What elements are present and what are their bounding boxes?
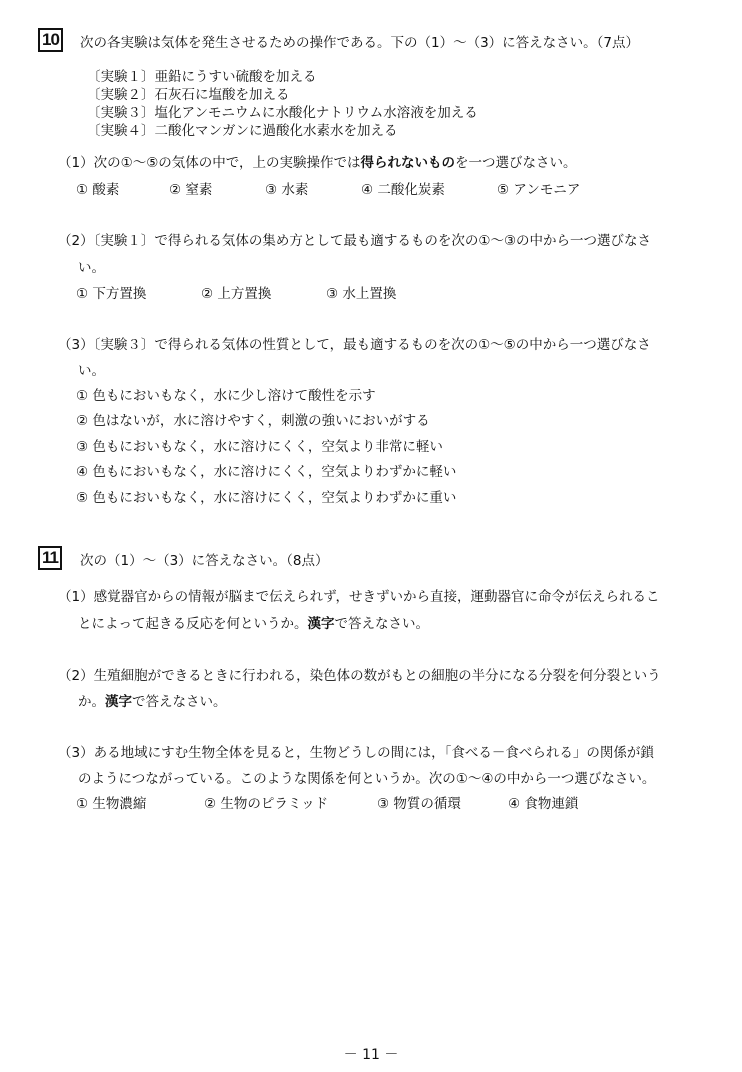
question-11-header [38,546,62,570]
q11-part1-line2-pre: とによって起きる反応を何というか。 [78,616,308,632]
q11-part3-option-2: ② 生物のピラミッド [204,796,329,812]
q10-part1-option-1: ① 酸素 [76,182,120,198]
q10-part3-option-4: ④ 色もにおいもなく，水に溶けにくく，空気よりわずかに軽い [76,464,457,480]
question-10-intro: 次の各実験は気体を発生させるための操作である。下の（1）～（3）に答えなさい。（7点） [80,35,640,51]
experiment-4: 〔実験４〕二酸化マンガンに過酸化水素水を加える [87,123,398,139]
q11-part3-line2: のようにつながっている。このような関係を何というか。次の①～④の中から一つ選びなさい。 [78,771,656,787]
q11-part2-line2 [78,690,227,710]
q10-part2-option-2: ② 上方置換 [201,286,272,302]
q11-part3-option-4: ④ 食物連鎖 [508,796,579,812]
q11-part2-line2-post: で答えなさい。 [132,694,227,710]
question-10-header [38,28,63,52]
q10-part3-option-2: ② 色はないが，水に溶けやすく，刺激の強いにおいがする [76,413,430,429]
q10-part1-option-3: ③ 水素 [265,182,309,198]
q11-part1-line2-bold: 漢字 [307,616,335,632]
q11-part3-line1: （3）ある地域にすむ生物全体を見ると，生物どうしの間には，「食べる－食べられる」の関係が鎖 [58,745,654,761]
q11-part2-line1: （2）生殖細胞ができるときに行われる，染色体の数がもとの細胞の半分になる分裂を何分裂という [58,668,661,684]
q11-part2-line2-bold: 漢字 [105,694,132,710]
q11-part1-line2-post: で答えなさい。 [334,616,429,632]
q11-part1-line2 [78,612,429,632]
q10-part2-line2: い。 [78,260,105,276]
experiment-2: 〔実験２〕石灰石に塩酸を加える [87,87,290,103]
q11-part3-option-1: ① 生物濃縮 [76,796,147,812]
q10-part1-option-2: ② 窒素 [169,182,213,198]
q10-part1-post: を一つ選びなさい。 [455,155,577,171]
q11-part1-line1: （1）感覚器官からの情報が脳まで伝えられず，せきずいから直接，運動器官に命令が伝えられるこ [58,589,660,605]
q11-part2-line2-pre: か。 [78,694,105,710]
q10-part1-pre: （1）次の①～⑤の気体の中で，上の実験操作では [58,155,361,171]
q10-part1-option-5: ⑤ アンモニア [497,182,581,198]
experiment-1: 〔実験１〕亜鉛にうすい硫酸を加える [87,69,317,85]
q10-part3-option-1: ① 色もにおいもなく，水に少し溶けて酸性を示す [76,388,376,404]
q10-part3-line2: い。 [78,363,105,379]
q10-part1-option-4: ④ 二酸化炭素 [361,182,445,198]
q10-part2-option-3: ③ 水上置換 [326,286,397,302]
q10-part3-option-5: ⑤ 色もにおいもなく，水に溶けにくく，空気よりわずかに重い [76,490,457,506]
q10-part2-option-1: ① 下方置換 [76,286,147,302]
page-number: － 11 － [343,1047,399,1063]
q11-part3-option-3: ③ 物質の循環 [377,796,461,812]
q10-part1-prompt [58,151,577,171]
q10-part3-option-3: ③ 色もにおいもなく，水に溶けにくく，空気より非常に軽い [76,439,443,455]
question-number-10: 10 [38,28,63,52]
experiment-3: 〔実験３〕塩化アンモニウムに水酸化ナトリウム水溶液を加える [87,105,478,121]
q10-part3-line1: （3）〔実験３〕で得られる気体の性質として，最も適するものを次の①～⑤の中から一つ選びなさ [58,337,651,353]
question-11-intro: 次の（1）～（3）に答えなさい。（8点） [80,553,329,569]
question-number-11: 11 [38,546,62,570]
q10-part2-line1: （2）〔実験１〕で得られる気体の集め方として最も適するものを次の①～③の中から一つ選びなさ [58,233,652,249]
q10-part1-bold: 得られないもの [360,155,456,171]
